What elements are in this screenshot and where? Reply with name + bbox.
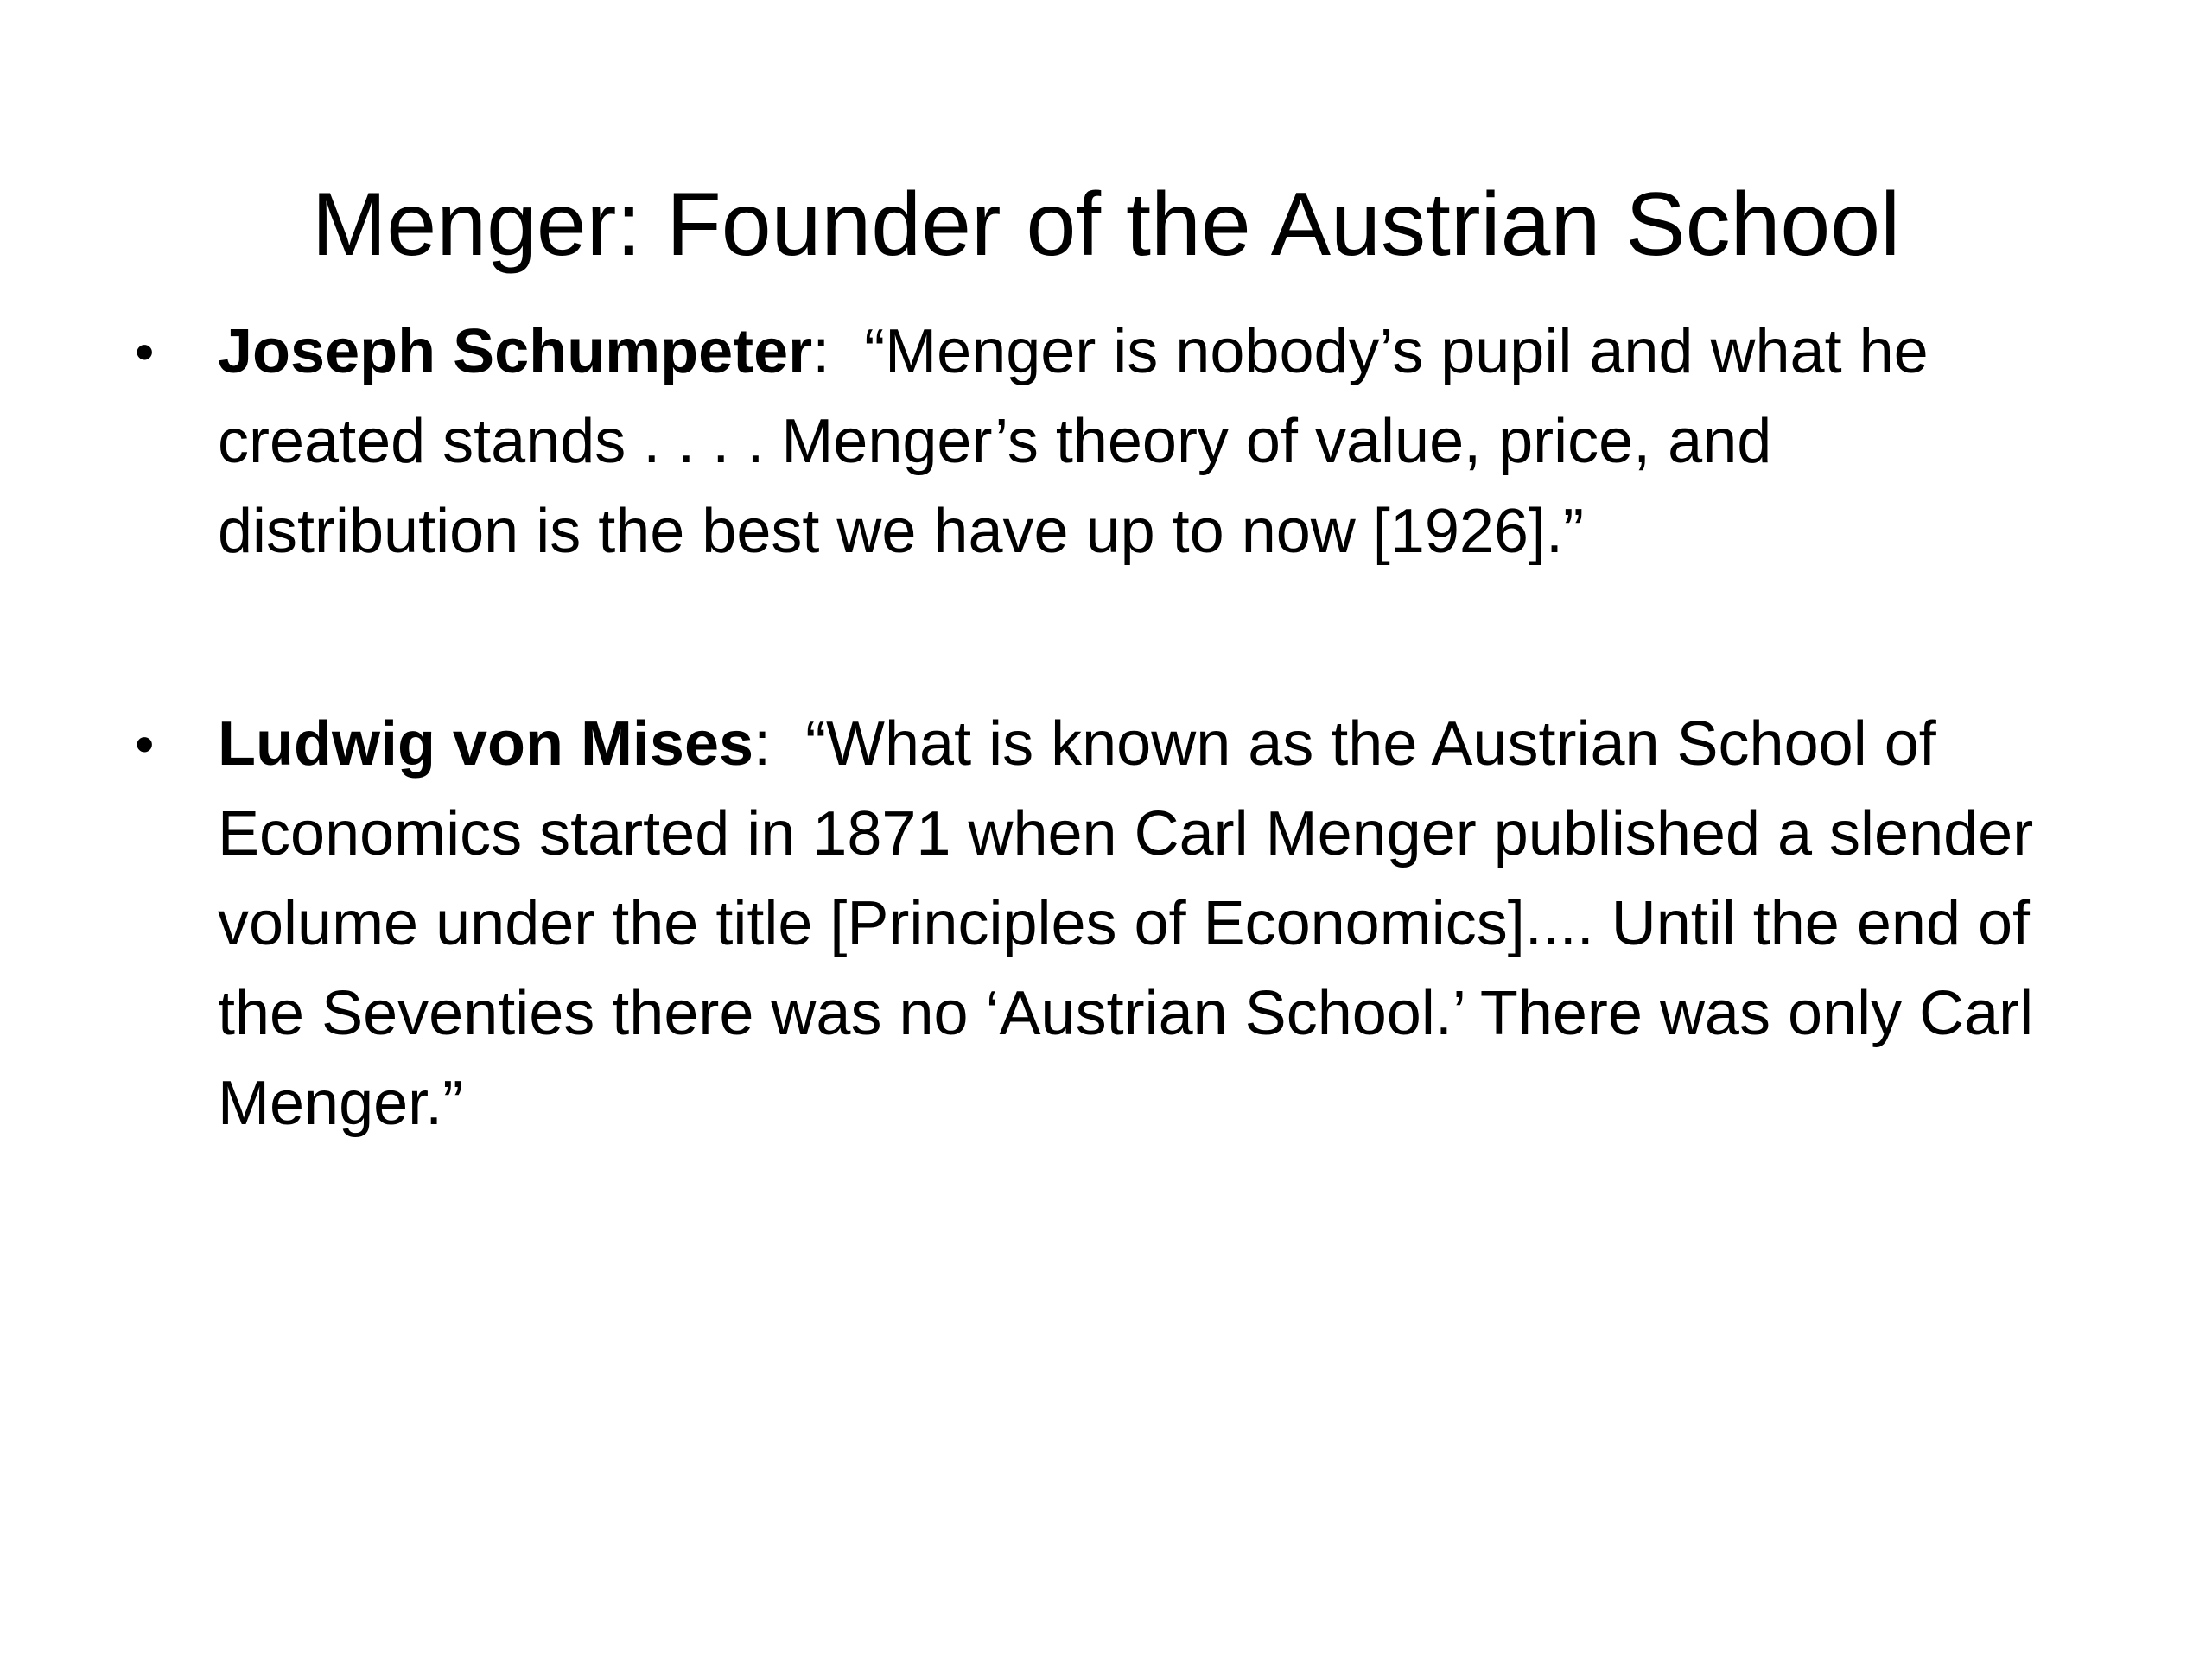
- speaker-separator: :: [753, 709, 806, 779]
- quote-text: “What is known as the Austrian School of Economics started in 1871 when Carl Menger published a slender volume under the title [Principles of Economics].... Until the end of the Seventies there was no ‘Austrian School.’ There was only Carl Menger.”: [218, 709, 2034, 1138]
- bullet-icon: •: [135, 321, 155, 383]
- bullet-item-schumpeter: [130, 307, 2082, 576]
- bullet-item-mises: [130, 699, 2082, 1148]
- bullet-icon: •: [135, 713, 155, 775]
- quote-text: “Menger is nobody’s pupil and what he created stands . . . . Menger’s theory of value, price, and distribution is the best we have up to now [1926].”: [218, 317, 1929, 566]
- speaker-name: Joseph Schumpeter: [218, 317, 813, 386]
- speaker-name: Ludwig von Mises: [218, 709, 754, 779]
- speaker-separator: :: [812, 317, 865, 386]
- bullet-list: [130, 307, 2082, 1148]
- slide-title: Menger: Founder of the Austrian School: [311, 174, 1901, 275]
